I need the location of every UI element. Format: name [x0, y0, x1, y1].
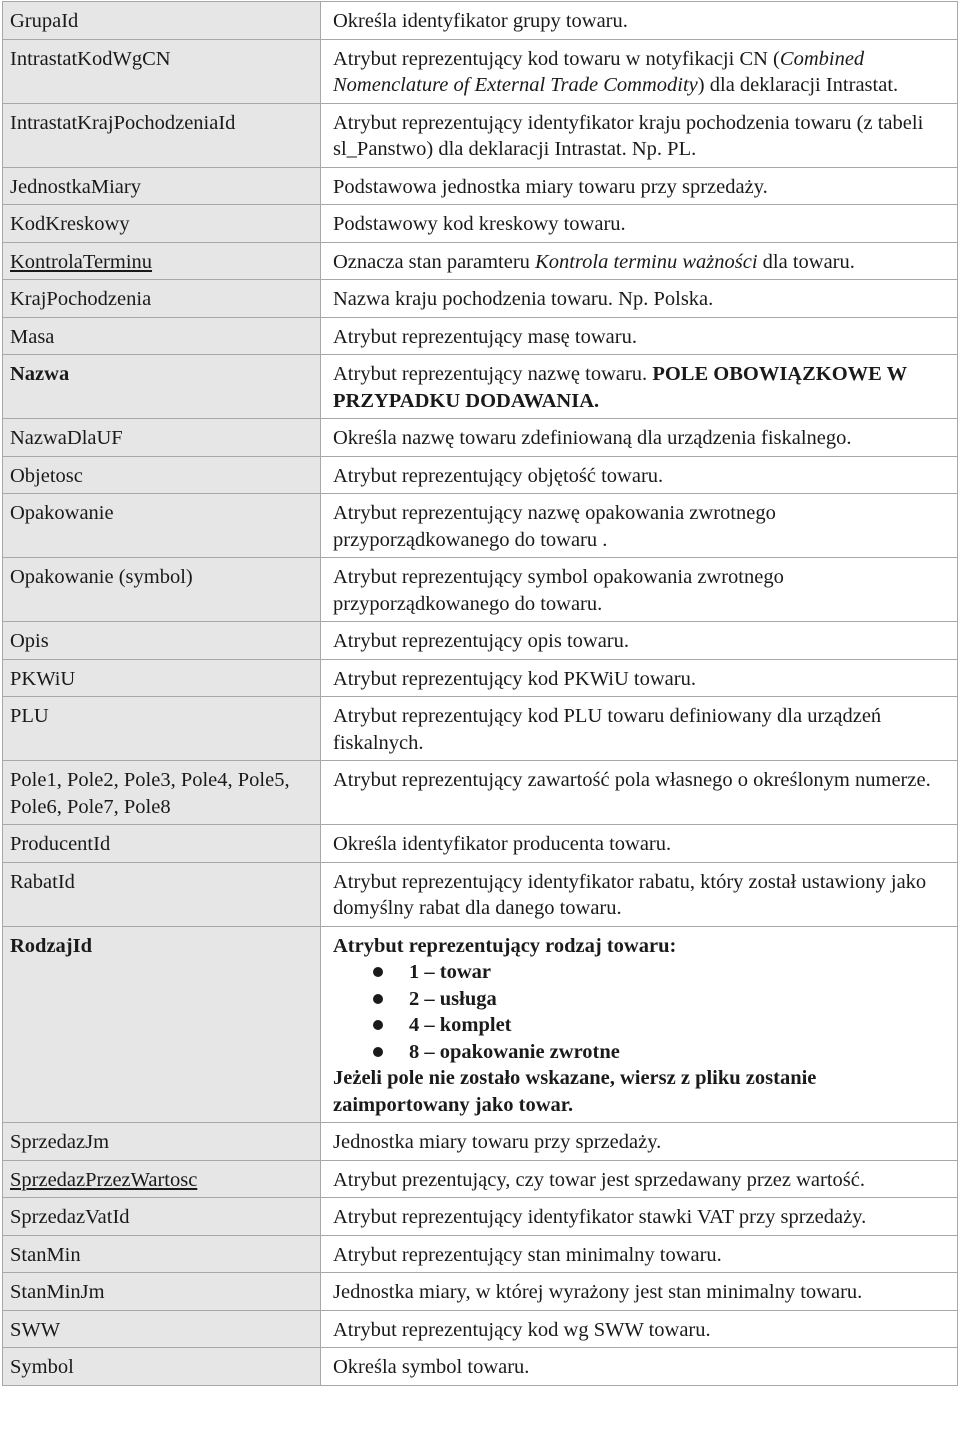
- list-item: 8 – opakowanie zwrotne: [373, 1039, 951, 1066]
- attribute-name: Opakowanie: [3, 494, 321, 558]
- attribute-name: IntrastatKodWgCN: [3, 39, 321, 103]
- table-row: [3, 167, 958, 205]
- table-row: [3, 1235, 958, 1273]
- description-text: Oznacza stan paramteru: [333, 250, 536, 273]
- attribute-name: GrupaId: [3, 2, 321, 40]
- table-row: [3, 1310, 958, 1348]
- table-row: [3, 622, 958, 660]
- table-row: [3, 1160, 958, 1198]
- attribute-name: PKWiU: [3, 659, 321, 697]
- attribute-description: Jednostka miary, w której wyrażony jest stan minimalny towaru.: [321, 1273, 958, 1311]
- attribute-table: [2, 1, 958, 1386]
- attribute-name: ProducentId: [3, 825, 321, 863]
- table-row: [3, 926, 958, 1123]
- attribute-name: Opis: [3, 622, 321, 660]
- table-row: [3, 1348, 958, 1386]
- description-text: ) dla deklaracji Intrastat.: [697, 74, 899, 96]
- table-row: [3, 205, 958, 243]
- attribute-name: Masa: [3, 317, 321, 355]
- attribute-description: Atrybut reprezentujący stan minimalny towaru.: [321, 1235, 958, 1273]
- table-row: [3, 1273, 958, 1311]
- attribute-description: Atrybut reprezentujący identyfikator kraju pochodzenia towaru (z tabeli sl_Panstwo) dla deklaracji Intrastat. Np. PL.: [321, 103, 958, 167]
- attribute-description: [321, 242, 958, 280]
- table-row: [3, 1123, 958, 1161]
- attribute-description: Atrybut prezentujący, czy towar jest sprzedawany przez wartość.: [321, 1160, 958, 1198]
- attribute-description: [321, 39, 958, 103]
- attribute-name: KodKreskowy: [3, 205, 321, 243]
- description-text: Atrybut reprezentujący nazwę towaru.: [333, 363, 653, 385]
- attribute-description: Określa nazwę towaru zdefiniowaną dla urządzenia fiskalnego.: [321, 419, 958, 457]
- table-row: [3, 494, 958, 558]
- required-notice: POLE OBOWIĄZKOWE W PRZYPADKU DODAWANIA.: [333, 363, 907, 412]
- table-row: [3, 456, 958, 494]
- attribute-description: Atrybut reprezentujący kod PKWiU towaru.: [321, 659, 958, 697]
- attribute-description: Atrybut reprezentujący masę towaru.: [321, 317, 958, 355]
- attribute-name-link[interactable]: SprzedazPrzezWartosc: [3, 1160, 321, 1198]
- description-italic-text: Kontrola terminu ważności: [535, 250, 758, 273]
- attribute-description: Określa symbol towaru.: [321, 1348, 958, 1386]
- attribute-description: Atrybut reprezentujący zawartość pola własnego o określonym numerze.: [321, 761, 958, 825]
- attribute-description: Atrybut reprezentujący kod wg SWW towaru.: [321, 1310, 958, 1348]
- table-row: [3, 659, 958, 697]
- table-row: [3, 697, 958, 761]
- attribute-description: Atrybut reprezentujący symbol opakowania zwrotnego przyporządkowanego do towaru.: [321, 558, 958, 622]
- table-row: [3, 317, 958, 355]
- attribute-name: IntrastatKrajPochodzeniaId: [3, 103, 321, 167]
- table-row: [3, 280, 958, 318]
- attribute-name: SWW: [3, 1310, 321, 1348]
- attribute-description: Określa identyfikator grupy towaru.: [321, 2, 958, 40]
- attribute-name: NazwaDlaUF: [3, 419, 321, 457]
- attribute-name: Objetosc: [3, 456, 321, 494]
- attribute-name: JednostkaMiary: [3, 167, 321, 205]
- attribute-description: Atrybut reprezentujący opis towaru.: [321, 622, 958, 660]
- table-row: [3, 1198, 958, 1236]
- attribute-name: SprzedazVatId: [3, 1198, 321, 1236]
- attribute-description: [321, 355, 958, 419]
- description-italic-text: Combined Nomenclature of External Trade Commodity: [333, 47, 865, 96]
- list-item: 1 – towar: [373, 959, 951, 986]
- attribute-name: Pole1, Pole2, Pole3, Pole4, Pole5, Pole6, Pole7, Pole8: [3, 761, 321, 825]
- table-row: [3, 825, 958, 863]
- attribute-name: KrajPochodzenia: [3, 280, 321, 318]
- document-page: [0, 1, 960, 1441]
- attribute-description: [321, 926, 958, 1123]
- attribute-name-required: RodzajId: [3, 926, 321, 1123]
- attribute-description: Jednostka miary towaru przy sprzedaży.: [321, 1123, 958, 1161]
- attribute-description: Atrybut reprezentujący nazwę opakowania zwrotnego przyporządkowanego do towaru .: [321, 494, 958, 558]
- attribute-name-required: Nazwa: [3, 355, 321, 419]
- attribute-name: SprzedazJm: [3, 1123, 321, 1161]
- type-list: [333, 959, 951, 1065]
- attribute-description: Atrybut reprezentujący identyfikator stawki VAT przy sprzedaży.: [321, 1198, 958, 1236]
- table-row: [3, 419, 958, 457]
- table-row: [3, 761, 958, 825]
- table-row: [3, 862, 958, 926]
- attribute-description: Określa identyfikator producenta towaru.: [321, 825, 958, 863]
- description-text: dla towaru.: [757, 250, 855, 273]
- attribute-description: Atrybut reprezentujący kod PLU towaru definiowany dla urządzeń fiskalnych.: [321, 697, 958, 761]
- table-row: [3, 242, 958, 280]
- description-text: Atrybut reprezentujący kod towaru w notyfikacji CN (: [333, 47, 780, 70]
- attribute-name: PLU: [3, 697, 321, 761]
- table-row: [3, 103, 958, 167]
- attribute-description: Podstawowa jednostka miary towaru przy sprzedaży.: [321, 167, 958, 205]
- attribute-name-link[interactable]: KontrolaTerminu: [3, 242, 321, 280]
- table-row: [3, 355, 958, 419]
- table-row: [3, 558, 958, 622]
- table-row: [3, 39, 958, 103]
- attribute-name: StanMin: [3, 1235, 321, 1273]
- attribute-description: Atrybut reprezentujący identyfikator rabatu, który został ustawiony jako domyślny rabat dla danego towaru.: [321, 862, 958, 926]
- table-row: [3, 2, 958, 40]
- attribute-description: Nazwa kraju pochodzenia towaru. Np. Polska.: [321, 280, 958, 318]
- description-intro: Atrybut reprezentujący rodzaj towaru:: [333, 934, 677, 957]
- attribute-name: Opakowanie (symbol): [3, 558, 321, 622]
- list-item: 4 – komplet: [373, 1012, 951, 1039]
- attribute-name: Symbol: [3, 1348, 321, 1386]
- description-outro: Jeżeli pole nie zostało wskazane, wiersz z pliku zostanie zaimportowany jako towar.: [333, 1067, 817, 1116]
- list-item: 2 – usługa: [373, 986, 951, 1013]
- attribute-name: StanMinJm: [3, 1273, 321, 1311]
- attribute-description: Podstawowy kod kreskowy towaru.: [321, 205, 958, 243]
- attribute-name: RabatId: [3, 862, 321, 926]
- attribute-description: Atrybut reprezentujący objętość towaru.: [321, 456, 958, 494]
